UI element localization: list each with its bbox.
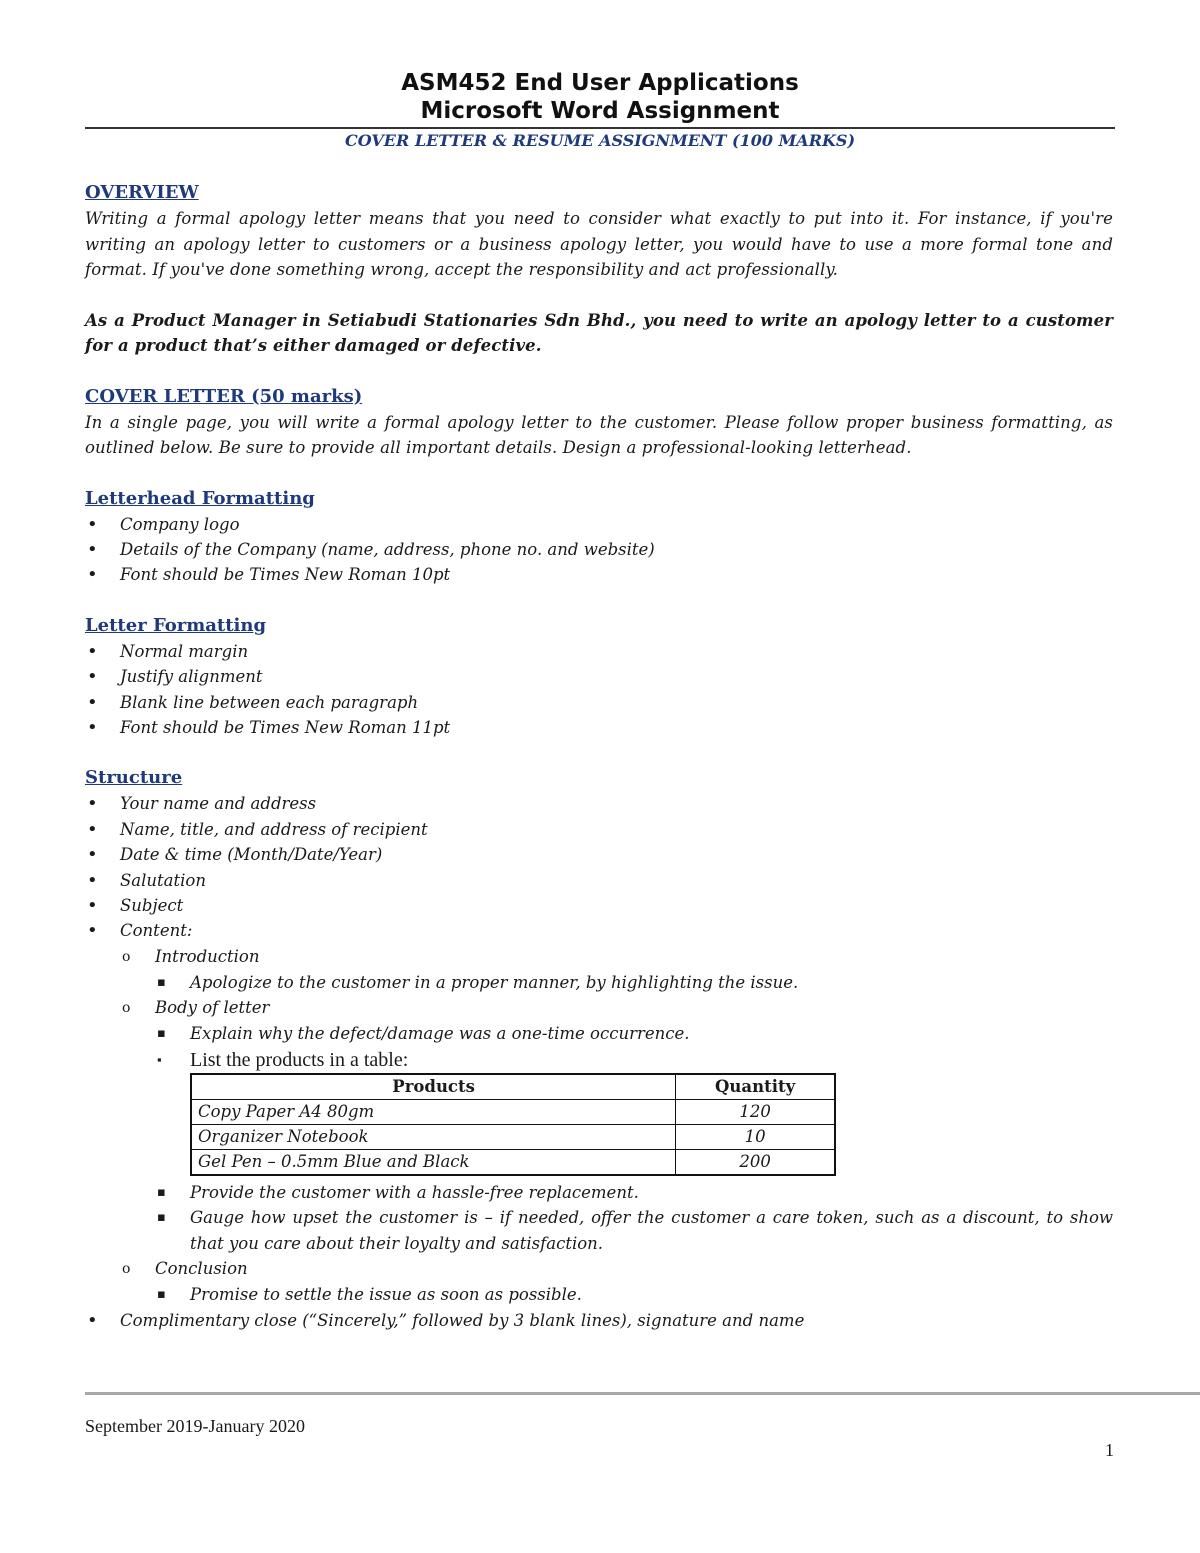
- list-item: • Complimentary close (“Sincerely,” followed by 3 blank lines), signature and name: [85, 1308, 1113, 1333]
- list-item: • Name, title, and address of recipient: [85, 817, 1113, 842]
- list-item: • Font should be Times New Roman 11pt: [85, 715, 1113, 740]
- conclusion-points: [155, 1282, 1113, 1308]
- overview-heading: OVERVIEW: [85, 182, 199, 203]
- list-item: • Subject: [85, 893, 1113, 918]
- table-cell: 200: [676, 1149, 835, 1175]
- assignment-title: COVER LETTER & RESUME ASSIGNMENT (100 MARKS): [344, 131, 856, 150]
- document-title: ASM452 End User Applications: [401, 70, 799, 96]
- header-rule: [85, 127, 1115, 129]
- cover-letter-paragraph: In a single page, you will write a formal apology letter to the customer. Please follow proper business formatting, as outlined below. Be sure to provide all important details. Design a professional-looking letterhead.: [85, 412, 1113, 457]
- list-item: [85, 918, 1113, 1307]
- document-subtitle: Microsoft Word Assignment: [420, 98, 780, 124]
- letter-formatting-heading: Letter Formatting: [85, 614, 267, 636]
- structure-list: [85, 791, 1113, 1333]
- table-header-row: [191, 1074, 835, 1100]
- spacer: [85, 461, 1113, 486]
- table-cell: 120: [676, 1099, 835, 1124]
- body-points: [155, 1021, 1113, 1073]
- list-item: ▪ Provide the customer with a hassle-free replacement.: [155, 1180, 1113, 1206]
- table-row: [191, 1099, 835, 1124]
- body-label: Body of letter: [155, 998, 270, 1018]
- content-label: Content:: [120, 921, 193, 941]
- products-table: [190, 1073, 836, 1176]
- list-item: • Justify alignment: [85, 664, 1113, 689]
- list-item: • Font should be Times New Roman 10pt: [85, 562, 1113, 587]
- sublist-item-body: [120, 995, 1113, 1256]
- introduction-label: Introduction: [155, 946, 260, 966]
- table-row: [191, 1149, 835, 1175]
- list-item: ▪ Explain why the defect/damage was a one-time occurrence.: [155, 1021, 1113, 1047]
- list-item: • Company logo: [85, 512, 1113, 537]
- spacer: [85, 283, 1113, 308]
- list-item: • Details of the Company (name, address, phone no. and website): [85, 537, 1113, 562]
- list-item: • Your name and address: [85, 791, 1113, 816]
- spacer: [85, 588, 1113, 613]
- footer-date-range: September 2019-January 2020: [85, 1416, 305, 1436]
- footer-rule: [85, 1392, 1200, 1395]
- list-item: ▪ List the products in a table:: [155, 1047, 1113, 1073]
- cover-letter-heading: COVER LETTER (50 marks): [85, 385, 363, 407]
- table-cell: Copy Paper A4 80gm: [191, 1099, 676, 1124]
- letterhead-heading: Letterhead Formatting: [85, 487, 315, 509]
- page-number: 1: [1105, 1440, 1114, 1460]
- introduction-points: [155, 970, 1113, 996]
- structure-heading: Structure: [85, 767, 183, 789]
- spacer: [85, 359, 1113, 384]
- table-cell: 10: [676, 1124, 835, 1149]
- list-item: ▪ Gauge how upset the customer is – if needed, offer the customer a care token, such as a discount, to show that you care about their loyalty and satisfaction.: [155, 1205, 1113, 1256]
- table-cell: Organizer Notebook: [191, 1124, 676, 1149]
- sublist-item-conclusion: [120, 1256, 1113, 1308]
- content-sublist: [120, 944, 1113, 1308]
- conclusion-label: Conclusion: [155, 1259, 248, 1279]
- list-item: • Salutation: [85, 868, 1113, 893]
- letterhead-list: [85, 512, 1113, 588]
- task-paragraph: As a Product Manager in Setiabudi Stationaries Sdn Bhd., you need to write an apology letter to a customer for a product that’s either damaged or defective.: [85, 310, 1113, 355]
- table-row: [191, 1124, 835, 1149]
- document-body: [85, 180, 1113, 1333]
- body-points-continued: [155, 1180, 1113, 1257]
- spacer: [85, 740, 1113, 765]
- sublist-item-introduction: [120, 944, 1113, 996]
- list-item: ▪ Apologize to the customer in a proper manner, by highlighting the issue.: [155, 970, 1113, 996]
- list-item: • Blank line between each paragraph: [85, 690, 1113, 715]
- table-cell: Gel Pen – 0.5mm Blue and Black: [191, 1149, 676, 1175]
- list-item: ▪ Promise to settle the issue as soon as possible.: [155, 1282, 1113, 1308]
- column-header: Quantity: [676, 1074, 835, 1100]
- column-header: Products: [191, 1074, 676, 1100]
- list-item: • Normal margin: [85, 639, 1113, 664]
- overview-paragraph: Writing a formal apology letter means that you need to consider what exactly to put into it. For instance, if you're writing an apology letter to customers or a business apology letter, you would have to use a more formal tone and format. If you've done something wrong, accept the responsibility and act professionally.: [85, 209, 1113, 279]
- list-item: • Date & time (Month/Date/Year): [85, 842, 1113, 867]
- letter-formatting-list: [85, 639, 1113, 741]
